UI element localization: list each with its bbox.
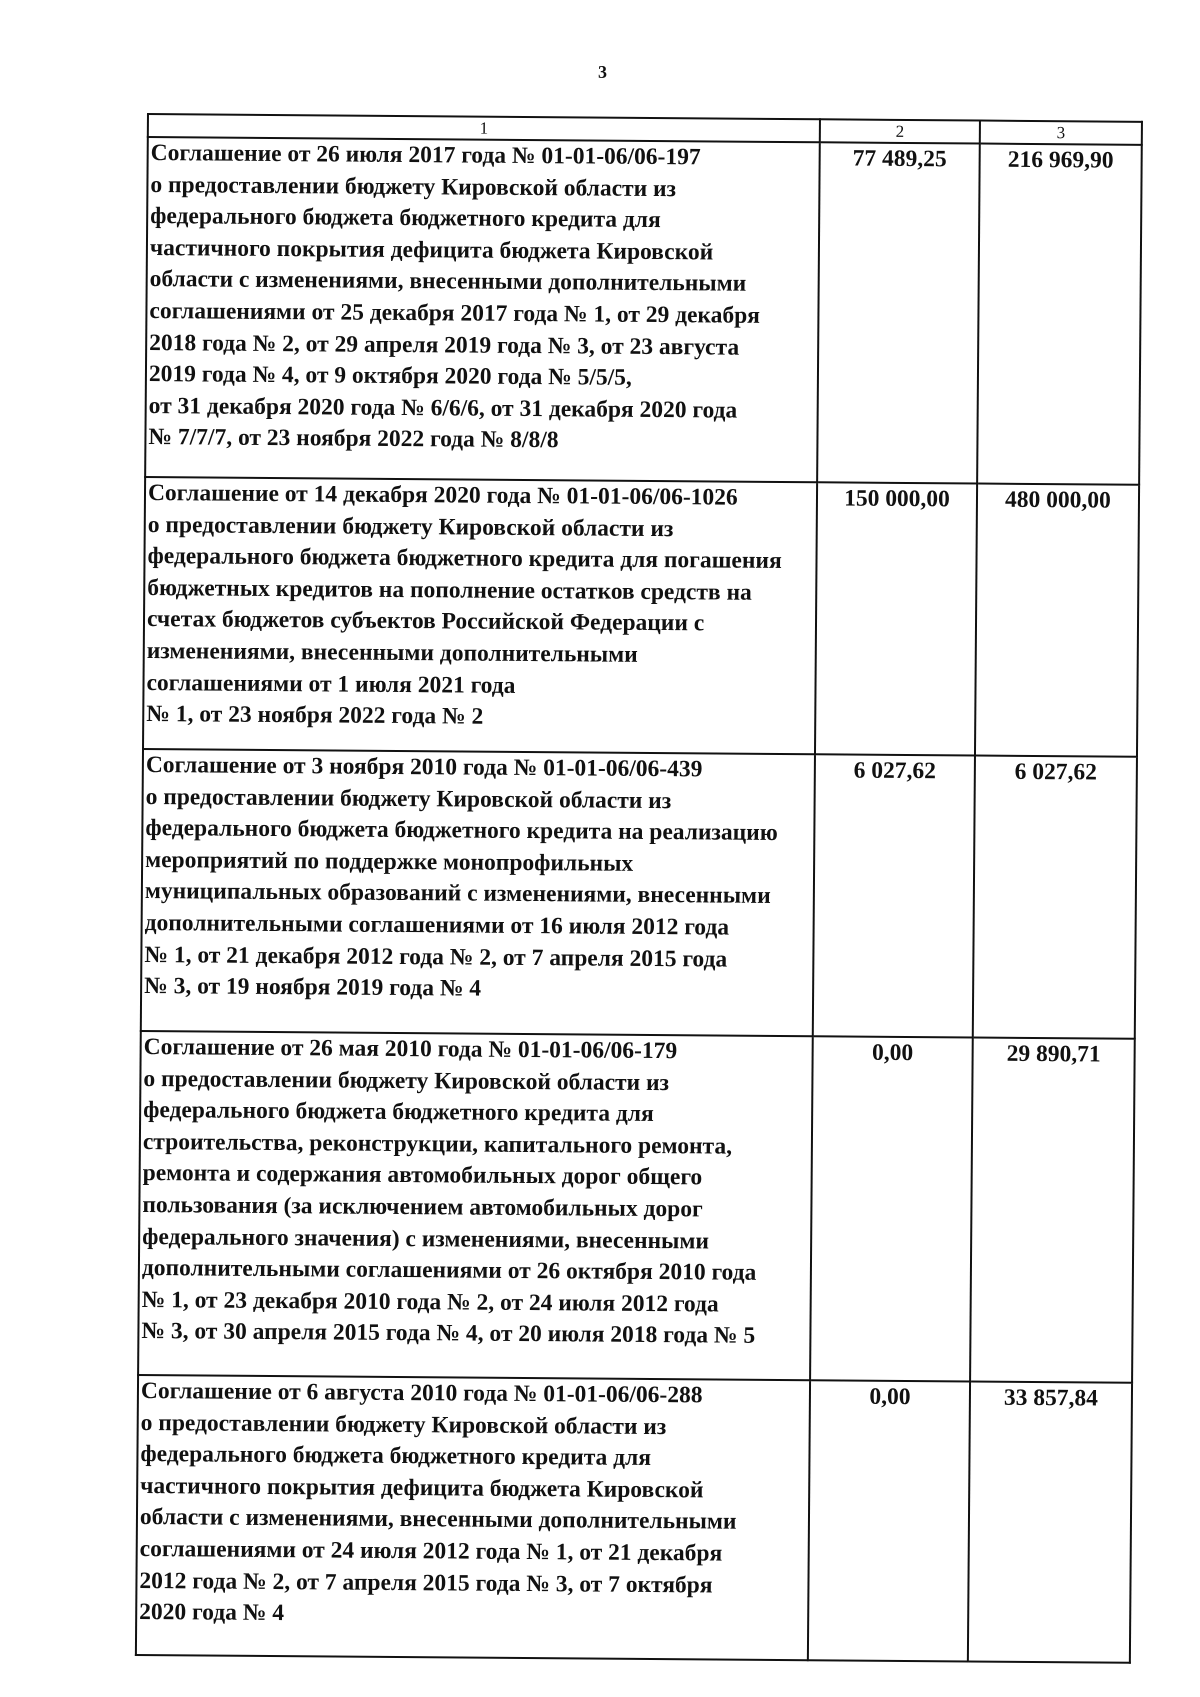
description-line: мероприятий по поддержке монопрофильных <box>145 846 634 877</box>
amount-column-2: 6 027,62 <box>813 754 975 1037</box>
description-line: соглашениями от 25 декабря 2017 года № 1, от 29 декабря <box>149 297 761 329</box>
description-line: муниципальных образований с изменениями, внесенными <box>144 878 771 910</box>
table-row <box>138 1031 1135 1383</box>
description-line: федерального бюджета бюджетного кредита для <box>150 203 661 234</box>
description-line: Соглашение от 3 ноября 2010 года № 01-01-06/06-439 <box>145 752 703 783</box>
description-line: 2018 года № 2, от 29 апреля 2019 года № 3, от 23 августа <box>149 329 740 361</box>
amount-column-3: 6 027,62 <box>973 756 1137 1039</box>
table-row <box>145 137 1142 485</box>
description-line: дополнительными соглашениями от 26 октября 2010 года <box>141 1255 757 1286</box>
description-line: изменениями, внесенными дополнительными <box>146 637 638 668</box>
description-line: о предоставлении бюджету Кировской области из <box>150 171 677 202</box>
column-header-3: 3 <box>980 121 1142 145</box>
description-line: № 3, от 19 ноября 2019 года № 4 <box>144 973 482 1002</box>
amount-column-2: 150 000,00 <box>815 482 977 755</box>
description-line: Соглашение от 26 июля 2017 года № 01-01-06/06-197 <box>150 140 701 171</box>
agreement-description <box>145 137 820 482</box>
description-line: частичного покрытия дефицита бюджета Кировской <box>149 234 714 266</box>
description-line: федерального бюджета бюджетного кредита для <box>143 1097 654 1128</box>
agreement-description <box>136 1375 810 1660</box>
description-line: о предоставлении бюджету Кировской области из <box>147 511 674 542</box>
description-line: № 1, от 23 декабря 2010 года № 2, от 24 июля 2012 года <box>141 1286 719 1318</box>
description-line: 2019 года № 4, от 9 октября 2020 года № 5/5/5, <box>148 361 632 391</box>
description-line: о предоставлении бюджету Кировской области из <box>140 1409 667 1440</box>
description-line: № 7/7/7, от 23 ноября 2022 года № 8/8/8 <box>148 424 559 454</box>
column-header-1: 1 <box>148 114 820 142</box>
table-row <box>143 477 1139 757</box>
amount-column-2: 0,00 <box>808 1380 970 1661</box>
description-line: федерального бюджета бюджетного кредита для <box>140 1441 652 1472</box>
description-line: соглашениями от 1 июля 2021 года <box>146 669 516 699</box>
description-line: строительства, реконструкции, капитального ремонта, <box>142 1128 733 1160</box>
description-line: о предоставлении бюджету Кировской области из <box>145 783 672 814</box>
description-line: счетах бюджетов субъектов Российской Федерации с <box>146 606 705 637</box>
description-line: области с изменениями, внесенными дополнительными <box>139 1504 737 1536</box>
description-line: дополнительными соглашениями от 16 июля 2012 года <box>144 909 730 941</box>
amount-column-3: 480 000,00 <box>975 484 1139 757</box>
description-line: федерального бюджета бюджетного кредита для погашения <box>147 543 782 575</box>
agreement-description <box>143 477 817 754</box>
description-line: бюджетных кредитов на пополнение остатков средств на <box>147 574 752 606</box>
description-line: пользования (за исключением автомобильных дорог <box>142 1191 703 1223</box>
description-line: области с изменениями, внесенными дополнительными <box>149 266 747 298</box>
amount-column-2: 77 489,25 <box>817 142 980 483</box>
agreement-description <box>138 1031 813 1380</box>
description-line: Соглашение от 6 августа 2010 года № 01-01-06/06-288 <box>140 1377 703 1409</box>
description-line: № 1, от 23 ноября 2022 года № 2 <box>146 701 484 730</box>
agreement-description <box>141 749 815 1036</box>
amount-column-2: 0,00 <box>810 1036 973 1381</box>
description-line: 2012 года № 2, от 7 апреля 2015 года № 3, от 7 октября <box>139 1567 713 1599</box>
table-row <box>141 749 1137 1039</box>
description-line: № 1, от 21 декабря 2012 года № 2, от 7 апреля 2015 года <box>144 941 728 973</box>
description-line: федерального бюджета бюджетного кредита на реализацию <box>145 815 778 847</box>
amount-column-3: 29 890,71 <box>970 1038 1135 1383</box>
description-line: от 31 декабря 2020 года № 6/6/6, от 31 декабря 2020 года <box>148 392 738 424</box>
description-line: ремонта и содержания автомобильных дорог общего <box>142 1160 703 1191</box>
description-line: соглашениями от 24 июля 2012 года № 1, от 21 декабря <box>139 1535 723 1567</box>
column-header-2: 2 <box>820 119 980 143</box>
description-line: 2020 года № 4 <box>139 1599 285 1627</box>
description-line: № 3, от 30 апреля 2015 года № 4, от 20 июля 2018 года № 5 <box>141 1318 756 1350</box>
description-line: Соглашение от 14 декабря 2020 года № 01-01-06/06-1026 <box>147 480 738 511</box>
amount-column-3: 216 969,90 <box>977 144 1142 485</box>
table-row <box>136 1375 1132 1663</box>
page-number: 3 <box>598 62 607 82</box>
agreements-table <box>135 113 1143 1664</box>
description-line: Соглашение от 26 мая 2010 года № 01-01-06/06-179 <box>143 1034 678 1065</box>
description-line: частичного покрытия дефицита бюджета Кировской <box>140 1472 704 1504</box>
description-line: о предоставлении бюджету Кировской области из <box>143 1065 670 1096</box>
amount-column-3: 33 857,84 <box>968 1382 1132 1663</box>
description-line: федерального значения) с изменениями, внесенными <box>142 1223 710 1255</box>
